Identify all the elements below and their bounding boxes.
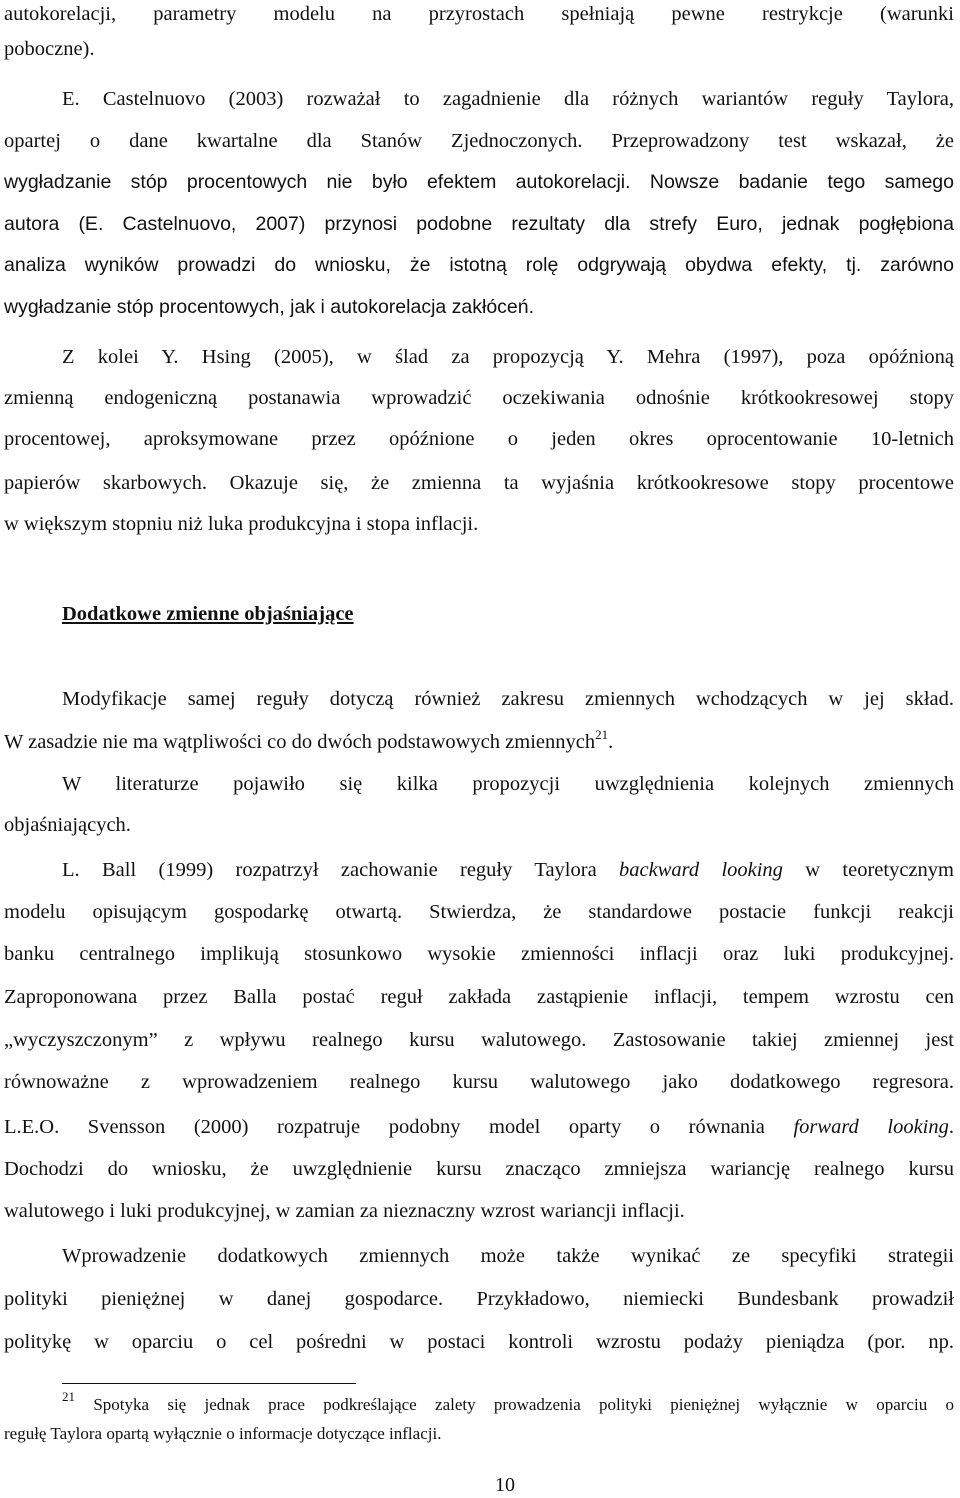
- footnote-reference[interactable]: 21: [595, 727, 609, 742]
- text-line: analiza wyników prowadzi do wniosku, że istotną rolę odgrywają obydwa efekty, tj. zarówno: [4, 254, 954, 276]
- footnote-number: 21: [62, 1389, 75, 1404]
- footnote-line: [62, 1389, 954, 1416]
- footnote-text: Spotyka się jednak prace podkreślające zalety prowadzenia polityki pieniężnej wyłącznie w oparciu o: [93, 1395, 954, 1414]
- footnote-line: regułę Taylora opartą wyłącznie o informacje dotyczące inflacji.: [4, 1424, 442, 1443]
- text-line: autora (E. Castelnuovo, 2007) przynosi podobne rezultaty dla strefy Euro, jednak pogłębiona: [4, 213, 954, 235]
- text-line: [4, 1113, 954, 1141]
- text-line: politykę w oparciu o cel pośredni w postaci kontroli wzrostu podaży pieniądza (por. np.: [4, 1331, 954, 1353]
- text-line: Zaproponowana przez Balla postać reguł zakłada zastąpienie inflacji, tempem wzrostu cen: [4, 986, 954, 1008]
- text-segment: W zasadzie nie ma wątpliwości co do dwóch podstawowych zmiennych: [4, 731, 596, 753]
- text-line: objaśniających.: [4, 814, 131, 836]
- section-heading: Dodatkowe zmienne objaśniające: [62, 603, 354, 625]
- text-line: Dochodzi do wniosku, że uwzględnienie kursu znacząco zmniejsza wariancję realnego kursu: [4, 1158, 954, 1180]
- text-line: [62, 856, 954, 884]
- text-line: poboczne).: [4, 38, 95, 60]
- text-line: polityki pieniężnej w danej gospodarce. Przykładowo, niemiecki Bundesbank prowadził: [4, 1288, 954, 1310]
- text-line: modelu opisującym gospodarkę otwartą. Stwierdza, że standardowe postacie funkcji reakcji: [4, 901, 954, 923]
- text-line: wygładzanie stóp procentowych nie było efektem autokorelacji. Nowsze badanie tego samego: [4, 171, 954, 193]
- text-line: Modyfikacje samej reguły dotyczą również zakresu zmiennych wchodzących w jej skład.: [62, 688, 954, 710]
- text-segment: .: [948, 1116, 954, 1138]
- text-line: w większym stopniu niż luka produkcyjna i stopa inflacji.: [4, 513, 479, 535]
- text-line: równoważne z wprowadzeniem realnego kursu walutowego jako dodatkowego regresora.: [4, 1071, 954, 1093]
- text-line: „wyczyszczonym” z wpływu realnego kursu walutowego. Zastosowanie takiej zmiennej jest: [4, 1029, 954, 1051]
- text-line: Z kolei Y. Hsing (2005), w ślad za propozycją Y. Mehra (1997), poza opóźnioną: [62, 346, 954, 368]
- text-line: wygładzanie stóp procentowych, jak i autokorelacja zakłóceń.: [4, 296, 535, 318]
- text-segment: L. Ball (1999) rozpatrzył zachowanie reguły Taylora: [62, 859, 620, 881]
- footnote-divider: [62, 1383, 356, 1384]
- italic-term: forward looking: [793, 1116, 949, 1138]
- text-line: E. Castelnuovo (2003) rozważał to zagadnienie dla różnych wariantów reguły Taylora,: [62, 88, 954, 110]
- text-line: banku centralnego implikują stosunkowo wysokie zmienności inflacji oraz luki produkcyjnej.: [4, 943, 954, 965]
- page-number: 10: [495, 1474, 515, 1496]
- text-line: zmienną endogeniczną postanawia wprowadzić oczekiwania odnośnie krótkookresowej stopy: [4, 387, 954, 409]
- text-line: autokorelacji, parametry modelu na przyrostach spełniają pewne restrykcje (warunki: [4, 3, 954, 25]
- text-line: papierów skarbowych. Okazuje się, że zmienna ta wyjaśnia krótkookresowe stopy procentowe: [4, 472, 954, 494]
- text-segment: L.E.O. Svensson (2000) rozpatruje podobny model oparty o równania: [4, 1116, 794, 1138]
- text-line-with-footnote-ref: [4, 728, 954, 756]
- text-segment: w teoretycznym: [782, 859, 954, 881]
- text-line: W literaturze pojawiło się kilka propozycji uwzględnienia kolejnych zmiennych: [62, 773, 954, 795]
- text-line: opartej o dane kwartalne dla Stanów Zjednoczonych. Przeprowadzony test wskazał, że: [4, 130, 954, 152]
- text-line: Wprowadzenie dodatkowych zmiennych może także wynikać ze specyfiki strategii: [62, 1245, 954, 1267]
- italic-term: backward looking: [619, 859, 783, 881]
- text-line: procentowej, aproksymowane przez opóźnione o jeden okres oprocentowanie 10-letnich: [4, 428, 954, 450]
- text-segment: .: [608, 731, 614, 753]
- text-line: walutowego i luki produkcyjnej, w zamian za nieznaczny wzrost wariancji inflacji.: [4, 1200, 685, 1222]
